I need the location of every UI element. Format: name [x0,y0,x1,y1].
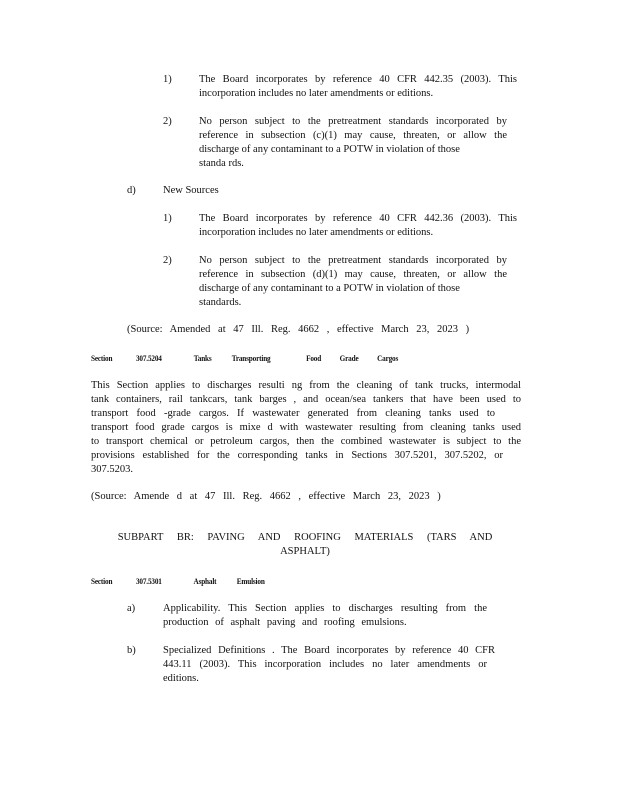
section-title-word: Tanks [193,353,212,363]
text-line: production of asphalt paving and roofing emulsions. [163,617,407,628]
section-title-word: Emulsion [236,576,265,586]
item-number: 1) [163,74,172,85]
section-title-word: Transporting [231,353,271,363]
item-text [199,115,507,171]
subsection-title: New Sources [163,185,219,196]
item-text [163,644,495,686]
text-line: editions. [163,673,199,684]
text-line: provisions established for the corresponding tanks in Sections 307.5201, 307.5202, or [91,450,503,461]
item-text [199,212,517,240]
item-text [163,602,487,630]
item-text [199,73,517,101]
text-line: Specialized Definitions . The Board incorporates by reference 40 CFR [163,645,495,656]
subsection-letter: b) [127,645,136,656]
section-heading [91,353,398,363]
item-number: 2) [163,116,172,127]
text-line: No person subject to the pretreatment standards incorporated by [199,255,507,266]
text-line: transport food -grade cargos. If wastewater generated from cleaning tanks used to [91,408,495,419]
text-line: 307.5203. [91,464,133,475]
section-heading [91,576,265,586]
section-label: Section [91,576,113,586]
subpart-heading [100,531,510,559]
section-title-word: Food [306,353,322,363]
text-line: The Board incorporates by reference 40 CFR 442.36 (2003). This [199,213,517,224]
source-note: (Source: Amended at 47 Ill. Reg. 4662 , effective March 23, 2023 ) [127,324,470,335]
text-line: transport food grade cargos is mixe d with wastewater resulting from cleaning tanks used [91,422,521,433]
section-body [91,379,521,477]
text-line: reference in subsection (c)(1) may cause, threaten, or allow the [199,130,507,141]
section-title-word: Grade [339,353,359,363]
text-line: standa rds. [199,158,244,169]
item-number: 1) [163,213,172,224]
text-line: Applicability. This Section applies to discharges resulting from the [163,603,487,614]
text-line: to transport chemical or petroleum cargos, then the combined wastewater is subject to the [91,436,521,447]
section-label: Section [91,353,113,363]
text-line: This Section applies to discharges resulti ng from the cleaning of tank trucks, intermodal [91,380,521,391]
text-line: The Board incorporates by reference 40 CFR 442.35 (2003). This [199,74,517,85]
text-line: reference in subsection (d)(1) may cause, threaten, or allow the [199,269,507,280]
section-number: 307.5204 [135,353,162,363]
subsection-letter: d) [127,185,136,196]
section-number: 307.5301 [135,576,162,586]
text-line: 443.11 (2003). This incorporation includes no later amendments or [163,659,487,670]
source-note: (Source: Amende d at 47 Ill. Reg. 4662 , effective March 23, 2023 ) [91,491,441,502]
section-title-word: Asphalt [193,576,217,586]
text-line: discharge of any contaminant to a POTW in violation of those [199,283,460,294]
text-line: discharge of any contaminant to a POTW in violation of those [199,144,460,155]
item-text [199,254,507,310]
text-line: incorporation includes no later amendments or editions. [199,227,434,238]
item-number: 2) [163,255,172,266]
text-line: standards. [199,297,242,308]
subsection-letter: a) [127,603,136,614]
text-line: No person subject to the pretreatment standards incorporated by [199,116,507,127]
text-line: tank containers, rail tankcars, tank barges , and ocean/sea tankers that have been used to [91,394,521,405]
section-title-word: Cargos [377,353,399,363]
text-line: incorporation includes no later amendments or editions. [199,88,434,99]
subpart-line: ASPHALT) [280,546,330,557]
subpart-line: SUBPART BR: PAVING AND ROOFING MATERIALS (TARS AND [117,532,493,543]
